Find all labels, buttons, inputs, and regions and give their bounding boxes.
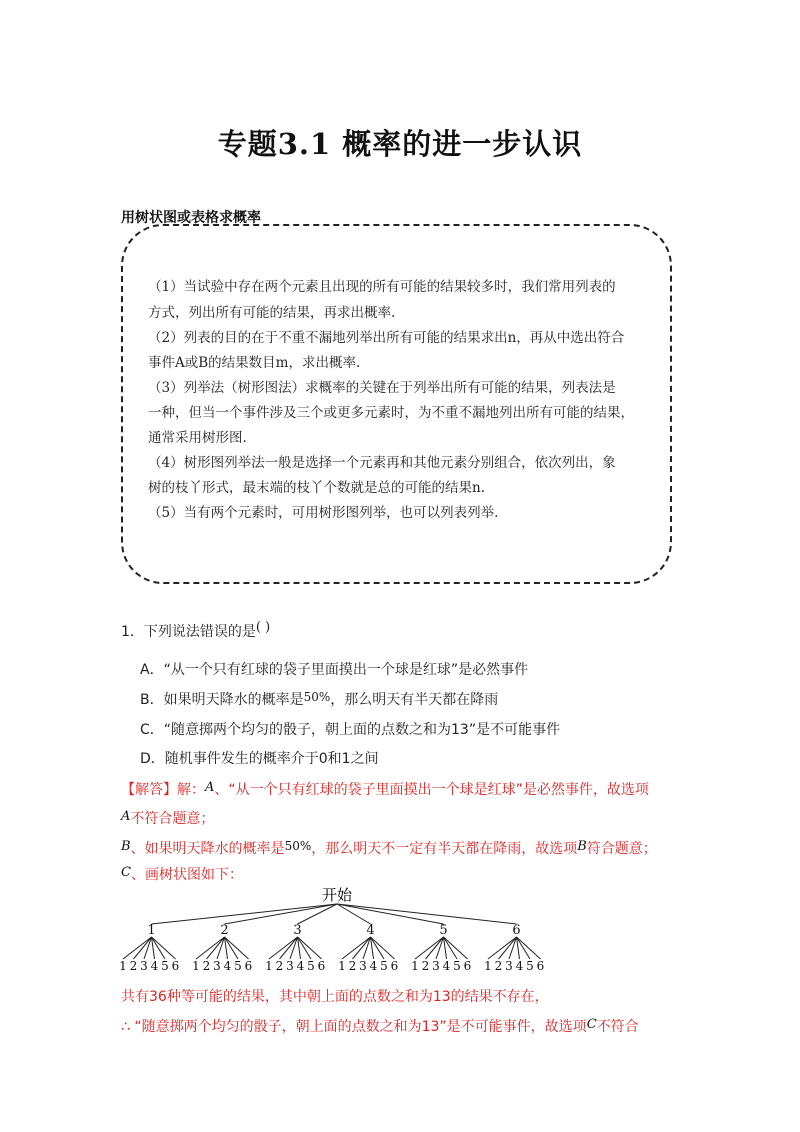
option-b-percent: 50% bbox=[303, 690, 331, 704]
tree-node-label: 5 bbox=[234, 959, 242, 973]
box-line: （4）树形图列举法一般是选择一个元素再和其他元素分别组合，依次列出，象 bbox=[148, 455, 616, 471]
tree-branch bbox=[207, 937, 225, 959]
probability-tree-diagram bbox=[115, 884, 595, 976]
answer-a-text: 、“从一个只有红球的袋子里面摸出一个球是红球”是必然事件，故选项 bbox=[214, 782, 649, 798]
tree-branch bbox=[353, 937, 371, 959]
tree-node-label: 1 bbox=[411, 959, 419, 973]
letter-a: A bbox=[121, 809, 131, 824]
tree-node-label: 6 bbox=[390, 959, 399, 973]
answer-bracket: ( ) bbox=[255, 620, 271, 635]
tree-node-label: 1 bbox=[119, 959, 127, 973]
option-d: D．随机事件发生的概率介于0和1之间 bbox=[140, 751, 379, 767]
box-line: （1）当试验中存在两个元素且出现的所有可能的结果较多时，我们常用列表的 bbox=[148, 279, 616, 295]
question-stem bbox=[121, 620, 270, 641]
tree-node-label: 6 bbox=[463, 959, 472, 973]
answer-prefix: 解： bbox=[177, 782, 205, 798]
therefore-text: ∴ “随意掷两个均匀的骰子，朝上面的点数之和为13”是不可能事件，故选项 bbox=[121, 1019, 587, 1035]
tree-branch bbox=[134, 937, 152, 959]
answer-a2-text: 不符合题意； bbox=[130, 811, 215, 827]
tree-branch bbox=[499, 937, 517, 959]
tree-node-label: 4 bbox=[515, 959, 524, 973]
tree-node-label: 2 bbox=[348, 959, 357, 973]
tree-node-label: 2 bbox=[202, 959, 211, 973]
tree-node-label: 6 bbox=[512, 923, 521, 938]
tree-node-label: 1 bbox=[192, 959, 200, 973]
tree-branch bbox=[152, 904, 338, 924]
tree-node-label: 6 bbox=[171, 959, 180, 973]
option-b bbox=[140, 689, 498, 709]
letter-b: B bbox=[121, 839, 131, 854]
option-c: C．“随意掷两个均匀的骰子，朝上面的点数之和为13”是不可能事件 bbox=[140, 722, 561, 738]
option-b-text: B．如果明天降水的概率是 bbox=[140, 692, 304, 708]
tree-branch bbox=[280, 937, 298, 959]
tree-node-label: 2 bbox=[275, 959, 284, 973]
answer-line-36: 共有36种等可能的结果，其中朝上面的点数之和为13的结果不存在， bbox=[121, 989, 549, 1005]
tree-node-label: 5 bbox=[453, 959, 461, 973]
tree-node-label: 1 bbox=[338, 959, 346, 973]
answer-line-therefore bbox=[121, 1016, 639, 1036]
tree-node-label: 5 bbox=[439, 923, 448, 938]
tree-node-label: 3 bbox=[286, 959, 294, 973]
tree-root: 开始 bbox=[321, 886, 353, 904]
tree-node-label: 4 bbox=[150, 959, 159, 973]
letter-a: A bbox=[205, 780, 215, 795]
tree-node-label: 6 bbox=[317, 959, 326, 973]
tree-node-label: 2 bbox=[220, 923, 229, 938]
tree-node-label: 5 bbox=[161, 959, 169, 973]
letter-c: C bbox=[586, 1017, 597, 1032]
tree-node-label: 1 bbox=[147, 923, 156, 938]
tree-node-label: 6 bbox=[244, 959, 253, 973]
option-b-text-end: ，那么明天有半天都在降雨 bbox=[330, 692, 499, 708]
tree-node-label: 2 bbox=[494, 959, 503, 973]
letter-b: B bbox=[577, 839, 587, 854]
box-line: （3）列举法（树形图法）求概率的关键在于列举出所有可能的结果，列表法是 bbox=[148, 380, 616, 396]
section-heading: 用树状图或表格求概率 bbox=[121, 210, 261, 226]
tree-node-label: 4 bbox=[369, 959, 378, 973]
answer-b-percent: 50% bbox=[284, 839, 312, 853]
tree-node-label: 3 bbox=[140, 959, 148, 973]
tree-node-label: 5 bbox=[380, 959, 388, 973]
tree-node-label: 2 bbox=[129, 959, 138, 973]
answer-line-a bbox=[121, 779, 649, 799]
tree-node-label: 1 bbox=[484, 959, 492, 973]
answer-c-text: 、画树状图如下： bbox=[130, 867, 243, 883]
answer-line-a2 bbox=[121, 808, 214, 828]
tree-branch bbox=[298, 904, 338, 924]
page-title: 专题3.1 概率的进一步认识 bbox=[217, 127, 583, 161]
answer-b-end: 符合题意； bbox=[586, 841, 657, 857]
answer-label: 【解答】 bbox=[121, 782, 177, 798]
box-line: （2）列表的目的在于不重不漏地列举出所有可能的结果求出n，再从中选出符合 bbox=[148, 330, 625, 346]
tree-node-label: 1 bbox=[265, 959, 273, 973]
box-line: 一种，但当一个事件涉及三个或更多元素时，为不重不漏地列出所有可能的结果， bbox=[148, 405, 634, 421]
box-line: 事件A或B的结果数目m，求出概率. bbox=[148, 355, 361, 371]
tree-node-label: 3 bbox=[432, 959, 440, 973]
tree-node-label: 4 bbox=[442, 959, 451, 973]
letter-c: C bbox=[121, 865, 131, 880]
box-line: 方式，列出所有可能的结果，再求出概率. bbox=[148, 305, 396, 321]
tree-node-label: 3 bbox=[213, 959, 221, 973]
tree-node-label: 5 bbox=[307, 959, 315, 973]
box-line: 树的枝丫形式，最末端的枝丫个数就是总的可能的结果n. bbox=[148, 480, 485, 496]
answer-line-b bbox=[121, 838, 657, 858]
tree-node-label: 4 bbox=[366, 923, 375, 938]
box-line: 通常采用树形图. bbox=[148, 430, 247, 446]
tree-node-label: 3 bbox=[293, 923, 302, 938]
answer-line-c bbox=[121, 864, 243, 884]
tree-branch bbox=[426, 937, 444, 959]
option-a: A．“从一个只有红球的袋子里面摸出一个球是红球”是必然事件 bbox=[140, 662, 529, 678]
tree-node-label: 3 bbox=[359, 959, 367, 973]
tree-node-label: 4 bbox=[223, 959, 232, 973]
tree-node-label: 4 bbox=[296, 959, 305, 973]
question-stem-text: 1．下列说法错误的是 bbox=[121, 624, 256, 640]
answer-b-text: 、如果明天降水的概率是 bbox=[130, 841, 285, 857]
therefore-end: 不符合 bbox=[596, 1019, 639, 1035]
box-line: （5）当有两个元素时，可用树形图列举，也可以列表列举. bbox=[148, 505, 499, 521]
tree-node-label: 5 bbox=[526, 959, 534, 973]
tree-node-label: 6 bbox=[536, 959, 545, 973]
tree-node-label: 2 bbox=[421, 959, 430, 973]
tree-node-label: 3 bbox=[505, 959, 513, 973]
answer-b-mid: ，那么明天不一定有半天都在降雨，故选项 bbox=[311, 841, 578, 857]
